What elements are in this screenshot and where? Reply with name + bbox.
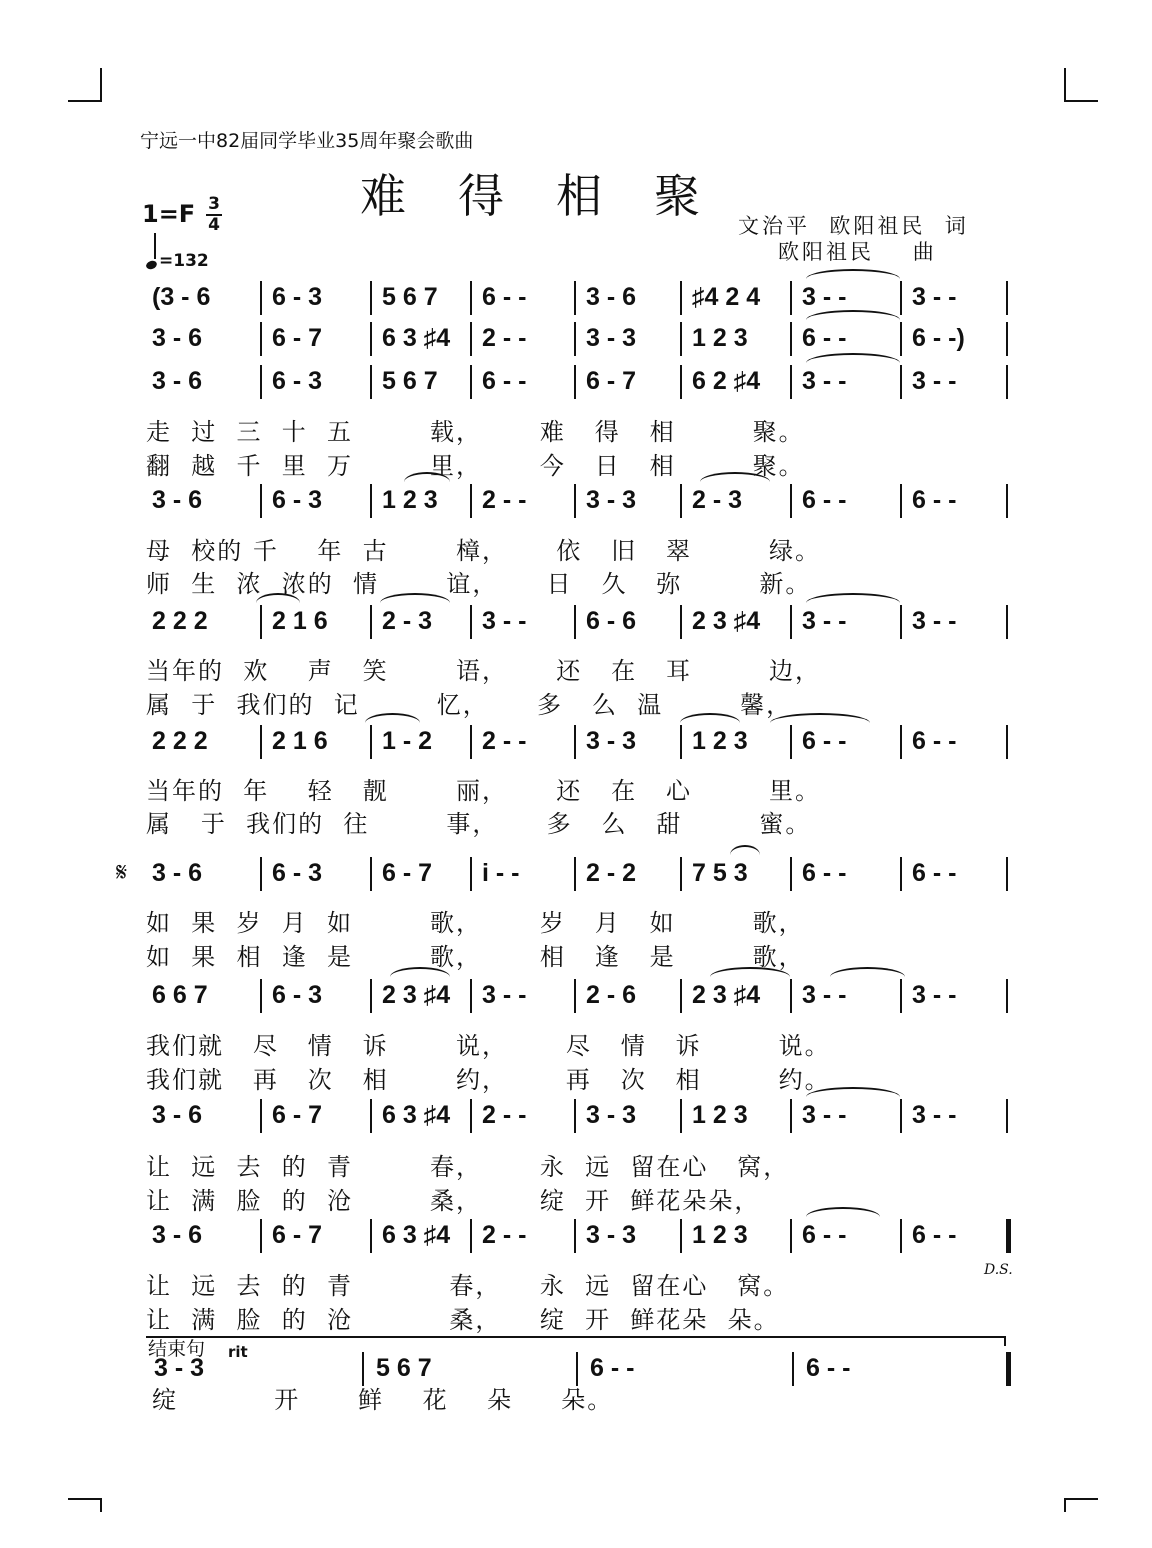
barline (260, 857, 262, 891)
barline (790, 605, 792, 639)
barline (790, 1099, 792, 1133)
barline (1006, 1352, 1011, 1386)
barline (900, 857, 902, 891)
measure: 5 6 7 (382, 283, 438, 311)
barline (574, 725, 576, 759)
measure: 2 - - (482, 486, 527, 514)
barline (790, 979, 792, 1013)
crop-mark-tr-v (1064, 68, 1066, 102)
barline (900, 484, 902, 518)
tempo-value: =132 (159, 251, 209, 271)
song-title: 难得相聚 (360, 169, 752, 223)
music-row (140, 725, 1010, 761)
barline (680, 605, 682, 639)
crop-mark-br-v (1064, 1498, 1066, 1512)
measure: 6 - 3 (272, 283, 323, 311)
lyric-line: 我们就 再 次 相 约， 再 次 相 约。 (146, 1066, 831, 1094)
lyricist-credit: 文治平 欧阳祖民 词 (738, 214, 969, 238)
barline (1006, 365, 1008, 399)
lyric-line: 让 满 脸 的 沧 桑， 绽 开 鲜花朵朵， (146, 1187, 761, 1215)
barline (792, 1352, 794, 1386)
barline (260, 605, 262, 639)
barline (470, 1219, 472, 1253)
measure: 3 - 6 (152, 1101, 203, 1129)
lyric-line: 我们就 尽 情 诉 说， 尽 情 诉 说。 (146, 1032, 831, 1060)
measure: ♯4 2 4 (692, 283, 761, 311)
barline (470, 725, 472, 759)
barline (470, 322, 472, 356)
barline (1006, 484, 1008, 518)
measure: 3 - 3 (586, 727, 637, 755)
measure: 2 3 ♯4 (692, 981, 761, 1009)
coda-bracket-line (146, 1336, 1006, 1338)
measure: 6 3 ♯4 (382, 1101, 451, 1129)
barline (680, 1099, 682, 1133)
barline (370, 605, 372, 639)
measure: 2 - 3 (382, 607, 433, 635)
lyric-line: 走 过 三 十 五 载， 难 得 相 聚。 (146, 418, 805, 446)
barline (470, 605, 472, 639)
measure: 2 - - (482, 324, 527, 352)
measure: 2 2 2 (152, 607, 208, 635)
measure: 3 - - (912, 1101, 957, 1129)
barline (680, 281, 682, 315)
slur (806, 1207, 880, 1217)
barline (470, 484, 472, 518)
coda-measure: 3 - 3 (154, 1354, 205, 1382)
measure: 6 - - (912, 727, 957, 755)
measure: 3 - 6 (586, 283, 637, 311)
crop-mark-br-h (1064, 1498, 1098, 1500)
rit-marking: rit (228, 1343, 248, 1361)
barline (260, 322, 262, 356)
barline (370, 857, 372, 891)
lyric-line: 属 于 我们的 记 忆， 多 么 温 馨， (146, 691, 793, 719)
measure: 6 - - (912, 486, 957, 514)
barline (260, 281, 262, 315)
barline (680, 484, 682, 518)
barline (900, 725, 902, 759)
barline (470, 365, 472, 399)
measure: 3 - - (802, 607, 847, 635)
barline (680, 857, 682, 891)
measure: 6 - 7 (586, 367, 637, 395)
barline (260, 1099, 262, 1133)
crop-mark-bl-v (100, 1498, 102, 1512)
barline (370, 281, 372, 315)
measure: 6 3 ♯4 (382, 1221, 451, 1249)
barline (680, 322, 682, 356)
barline (574, 322, 576, 356)
measure: 6 - 3 (272, 367, 323, 395)
barline (574, 1099, 576, 1133)
measure: 6 - 3 (272, 486, 323, 514)
barline (790, 365, 792, 399)
measure: 3 - - (802, 367, 847, 395)
measure: 3 - 6 (152, 859, 203, 887)
measure: 1 2 3 (692, 727, 748, 755)
barline (1006, 1099, 1008, 1133)
coda-measure: 5 6 7 (376, 1354, 432, 1382)
measure: 6 6 7 (152, 981, 208, 1009)
barline (900, 322, 902, 356)
key-signature: 1=F (142, 200, 196, 228)
music-row (140, 322, 1010, 358)
measure: 2 - 3 (692, 486, 743, 514)
measure: 6 - - (802, 486, 847, 514)
page-header: 宁远一中82届同学毕业35周年聚会歌曲 (140, 130, 474, 152)
measure: 3 - 3 (586, 324, 637, 352)
measure: 3 - 3 (586, 1221, 637, 1249)
barline (1006, 1219, 1011, 1253)
barline (680, 725, 682, 759)
measure: 6 - 6 (586, 607, 637, 635)
slur (806, 593, 900, 603)
measure: 1 - 2 (382, 727, 433, 755)
lyric-line: 当年的 欢 声 笑 语， 还 在 耳 边， (146, 657, 822, 685)
lyric-line: 师 生 浓 浓的 情 谊， 日 久 弥 新。 (146, 570, 812, 598)
measure: 3 - - (912, 283, 957, 311)
measure: 2 2 2 (152, 727, 208, 755)
barline (680, 979, 682, 1013)
barline (680, 365, 682, 399)
measure: 6 - 7 (272, 324, 323, 352)
barline (370, 322, 372, 356)
measure: 6 - - (802, 859, 847, 887)
barline (900, 1099, 902, 1133)
barline (680, 1219, 682, 1253)
lyric-line: 属 于 我们的 往 事， 多 么 甜 蜜。 (146, 810, 812, 838)
quarter-note-icon (145, 259, 158, 270)
barline (370, 365, 372, 399)
barline (470, 1099, 472, 1133)
coda-measure: 6 - - (590, 1354, 635, 1382)
barline (470, 857, 472, 891)
measure: 6 - - (912, 859, 957, 887)
barline (370, 725, 372, 759)
measure: 3 - - (912, 607, 957, 635)
slur (730, 845, 760, 855)
measure: 6 3 ♯4 (382, 324, 451, 352)
barline (790, 281, 792, 315)
measure: 2 - 6 (586, 981, 637, 1009)
slur (830, 967, 905, 977)
barline (260, 979, 262, 1013)
barline (574, 365, 576, 399)
measure: 6 - 7 (382, 859, 433, 887)
measure: 6 - 7 (272, 1221, 323, 1249)
barline (574, 979, 576, 1013)
measure: 3 - - (912, 981, 957, 1009)
barline (900, 979, 902, 1013)
coda-measure: 6 - - (806, 1354, 851, 1382)
barline (900, 365, 902, 399)
measure: 3 - 3 (586, 1101, 637, 1129)
barline (370, 1099, 372, 1133)
barline (574, 857, 576, 891)
measure: 6 - 7 (272, 1101, 323, 1129)
measure: 1 2 3 (692, 324, 748, 352)
barline (260, 484, 262, 518)
measure: 2 - - (482, 727, 527, 755)
lyric-line: 如 果 相 逢 是 歌， 相 逢 是 歌， (146, 943, 805, 971)
measure: 3 - 6 (152, 324, 203, 352)
barline (900, 605, 902, 639)
barline (790, 857, 792, 891)
barline (1006, 281, 1008, 315)
music-row (140, 1219, 1010, 1255)
time-signature (206, 196, 222, 234)
measure: 3 - - (482, 607, 527, 635)
music-row (140, 1099, 1010, 1135)
crop-mark-tl-h (68, 100, 102, 102)
measure: 5 6 7 (382, 367, 438, 395)
music-row (140, 979, 1010, 1015)
composer-credit: 欧阳祖民 曲 (778, 240, 937, 264)
barline (790, 484, 792, 518)
barline (574, 605, 576, 639)
measure: 6 - - (482, 367, 527, 395)
segno-icon: 𝄋 (116, 858, 128, 888)
time-numerator: 3 (208, 194, 220, 214)
measure: 3 - - (912, 367, 957, 395)
measure: 2 1 6 (272, 607, 328, 635)
crop-mark-tr-h (1064, 100, 1098, 102)
measure: 3 - 6 (152, 486, 203, 514)
music-row (140, 484, 1010, 520)
measure: i - - (482, 859, 520, 887)
measure: 2 - - (482, 1221, 527, 1249)
barline (1006, 725, 1008, 759)
measure: 3 - - (802, 1101, 847, 1129)
lyric-line: 让 满 脸 的 沧 桑， 绽 开 鲜花朵 朵。 (146, 1306, 780, 1334)
barline (260, 1219, 262, 1253)
barline (574, 484, 576, 518)
lyric-line: 母 校的 千 年 古 樟， 依 旧 翠 绿。 (146, 537, 822, 565)
coda-lyric: 绽 开 鲜 花 朵 朵。 (152, 1386, 614, 1414)
barline (1006, 322, 1008, 356)
music-row (140, 365, 1010, 401)
measure: 3 - 3 (586, 486, 637, 514)
ds-marking: D.S. (984, 1262, 1013, 1278)
measure: 3 - 6 (152, 367, 203, 395)
barline (470, 281, 472, 315)
measure: 2 3 ♯4 (382, 981, 451, 1009)
crop-mark-bl-h (68, 1498, 102, 1500)
measure: 3 - - (802, 981, 847, 1009)
music-row (140, 857, 1010, 893)
lyric-line: 如 果 岁 月 如 歌， 岁 月 如 歌， (146, 909, 805, 937)
lyric-line: 让 远 去 的 青 春， 永 远 留在心 窝， (146, 1153, 790, 1181)
measure: 6 - - (802, 324, 847, 352)
barline (1006, 857, 1008, 891)
barline (370, 1219, 372, 1253)
measure: 2 3 ♯4 (692, 607, 761, 635)
barline (370, 979, 372, 1013)
lyric-line: 让 远 去 的 青 春， 永 远 留在心 窝。 (146, 1272, 790, 1300)
barline (1006, 605, 1008, 639)
measure: 3 - - (482, 981, 527, 1009)
barline (790, 322, 792, 356)
coda-bracket-tick (1004, 1336, 1006, 1346)
measure: 6 - 3 (272, 981, 323, 1009)
measure: 6 - - (802, 727, 847, 755)
measure: 2 - - (482, 1101, 527, 1129)
measure: 6 - 3 (272, 859, 323, 887)
measure: 6 - -) (912, 324, 965, 352)
time-denominator: 4 (208, 215, 220, 235)
lyric-line: 翻 越 千 里 万 里， 今 日 相 聚。 (146, 452, 805, 480)
measure: 1 2 3 (692, 1101, 748, 1129)
barline (470, 979, 472, 1013)
measure: 3 - 6 (152, 1221, 203, 1249)
barline (370, 484, 372, 518)
barline (260, 725, 262, 759)
coda-label: 结束句 (148, 1338, 206, 1360)
measure: 2 - 2 (586, 859, 637, 887)
barline (574, 1219, 576, 1253)
barline (574, 281, 576, 315)
barline (900, 1219, 902, 1253)
music-row (140, 605, 1010, 641)
slur (806, 269, 900, 279)
measure: (3 - 6 (152, 283, 211, 311)
measure: 6 - - (912, 1221, 957, 1249)
barline (260, 365, 262, 399)
barline (790, 725, 792, 759)
measure: 2 1 6 (272, 727, 328, 755)
measure: 1 2 3 (382, 486, 438, 514)
measure: 3 - - (802, 283, 847, 311)
barline (1006, 979, 1008, 1013)
crop-mark-tl-v (100, 68, 102, 102)
measure: 7 5 3 (692, 859, 748, 887)
measure: 6 - - (482, 283, 527, 311)
lyric-line: 当年的 年 轻 靓 丽， 还 在 心 里。 (146, 777, 822, 805)
barline (790, 1219, 792, 1253)
barline (900, 281, 902, 315)
tempo-marking (146, 240, 209, 271)
measure: 6 - - (802, 1221, 847, 1249)
measure: 1 2 3 (692, 1221, 748, 1249)
measure: 6 2 ♯4 (692, 367, 761, 395)
